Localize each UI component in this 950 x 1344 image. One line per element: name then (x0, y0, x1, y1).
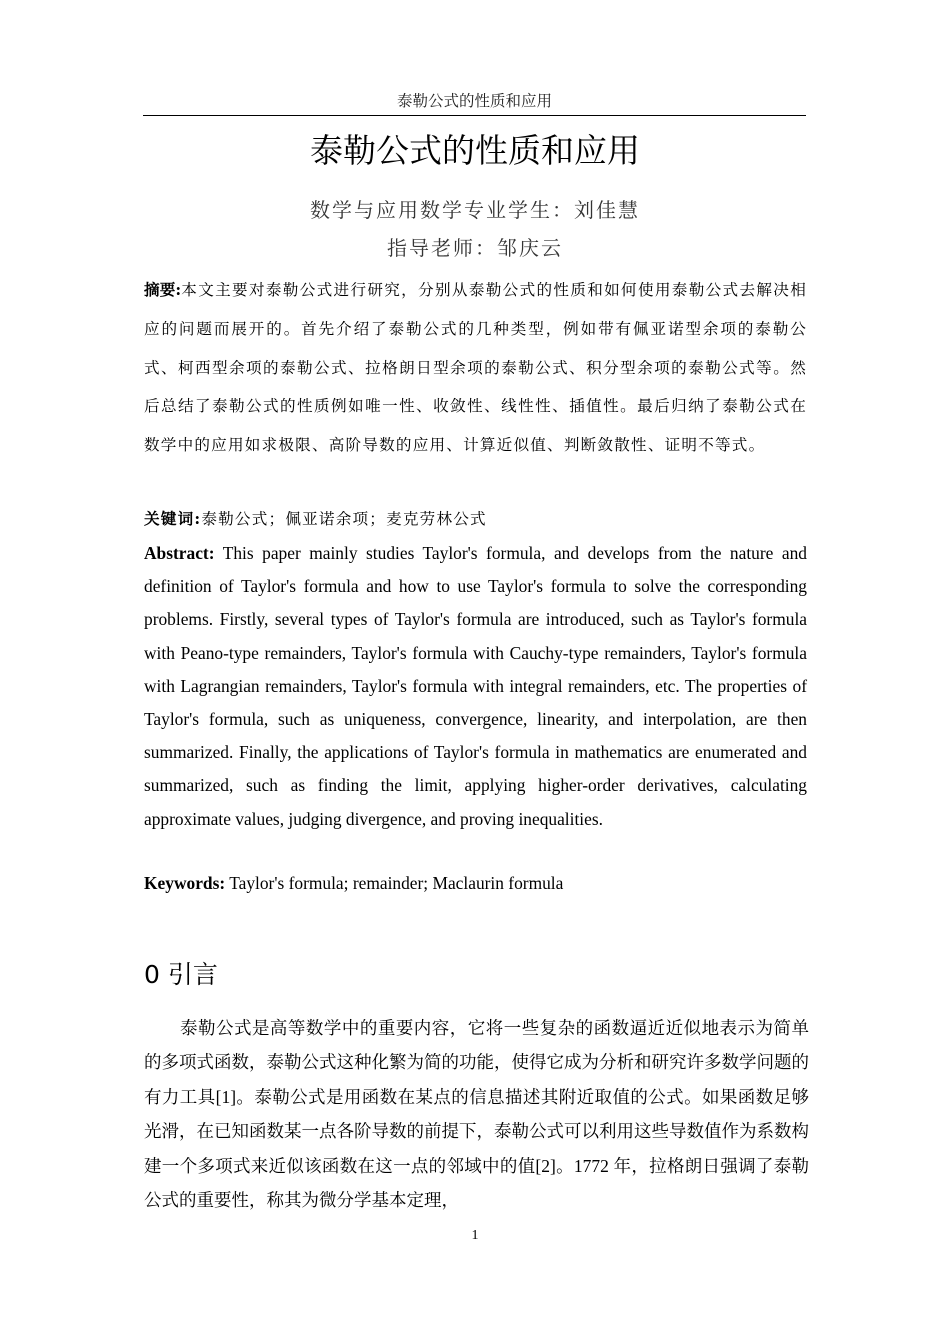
english-keywords-text: Taylor's formula; remainder; Maclaurin formula (229, 873, 564, 893)
chinese-keywords-text: 泰勒公式；佩亚诺余项；麦克劳林公式 (201, 510, 487, 528)
chinese-abstract-text: 本文主要对泰勒公式进行研究，分别从泰勒公式的性质和如何使用泰勒公式去解决相应的问题而展开的。首先介绍了泰勒公式的几种类型，例如带有佩亚诺型余项的泰勒公式、柯西型余项的泰勒公式、拉格朗日型余项的泰勒公式、积分型余项的泰勒公式等。然后总结了泰勒公式的性质例如唯一性、收敛性、线性性、插值性。最后归纳了泰勒公式在数学中的应用如求极限、高阶导数的应用、计算近似值、判断敛散性、证明不等式。 (144, 281, 807, 455)
running-header (143, 90, 806, 116)
english-abstract-label: Abstract: (144, 543, 215, 563)
chinese-keywords (144, 504, 807, 534)
running-header-title: 泰勒公式的性质和应用 (396, 92, 552, 110)
section-heading-introduction: 0 引言 (144, 960, 218, 989)
paper-title: 泰勒公式的性质和应用 (310, 131, 640, 170)
page-number: 1 (471, 1228, 479, 1243)
chinese-abstract (144, 271, 807, 465)
english-keywords (144, 868, 807, 898)
advisor-line: 指导老师：邹庆云 (387, 236, 563, 260)
english-keywords-label: Keywords: (144, 873, 226, 893)
chinese-abstract-label: 摘要: (144, 280, 182, 299)
author-line: 数学与应用数学专业学生：刘佳慧 (310, 198, 640, 222)
english-abstract-text: This paper mainly studies Taylor's formula, and develops from the nature and definition of Taylor's formula and how to use Taylor's formula to solve the corresponding problems. Firstly, several types of Taylor's formula are introduced, such as Taylor's formula with Peano-type remainders, Taylor's formula with Cauchy-type remainders, Taylor's formula with Lagrangian remainders, Taylor's formula with integral remainders, etc. The properties of Taylor's formula, such as uniqueness, convergence, linearity, and interpolation, are then summarized. Finally, the applications of Taylor's formula in mathematics are enumerated and summarized, such as finding the limit, applying higher-order derivatives, calculating approximate values, judging divergence, and proving inequalities. (144, 543, 807, 829)
chinese-keywords-label: 关键词: (144, 509, 202, 528)
english-abstract (144, 537, 807, 836)
introduction-paragraph: 泰勒公式是高等数学中的重要内容，它将一些复杂的函数逼近近似地表示为简单的多项式函数，泰勒公式这种化繁为简的功能，使得它成为分析和研究许多数学问题的有力工具[1]。泰勒公式是用函数在某点的信息描述其附近取值的公式。如果函数足够光滑，在已知函数某一点各阶导数的前提下，泰勒公式可以利用这些导数值作为系数构建一个多项式来近似该函数在这一点的邻域中的值[2]。1772 年，拉格朗日强调了泰勒公式的重要性，称其为微分学基本定理， (144, 1018, 809, 1211)
